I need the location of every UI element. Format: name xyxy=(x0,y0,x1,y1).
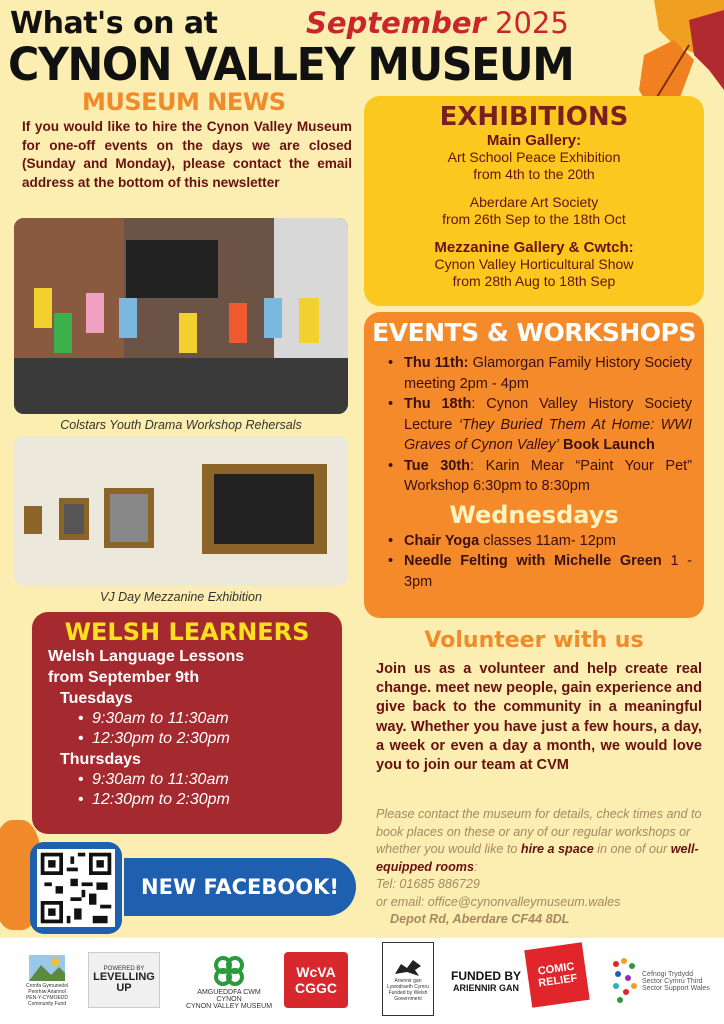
hire-space-text: hire a space xyxy=(520,842,594,856)
exhibition-3-name: Cynon Valley Horticultural Show xyxy=(434,256,634,272)
contact-post-text: : xyxy=(473,859,478,874)
welsh-subtitle-2: from September 9th xyxy=(48,669,200,686)
tuesdays-heading: Tuesdays xyxy=(60,690,133,707)
exhibition-1-dates: from 4th to the 20th xyxy=(473,166,595,182)
header-month xyxy=(306,6,569,40)
dots-icon xyxy=(608,956,642,1006)
welsh-learners-title: WELSH LEARNERS xyxy=(64,618,310,646)
museum-address: Depot Rd, Aberdare CF44 8DL xyxy=(390,912,570,926)
museum-news-title: MUSEUM NEWS xyxy=(82,88,286,116)
logo7-text: COMIC RELIEF xyxy=(537,960,579,990)
event-3-day: Tue 30th xyxy=(404,457,471,474)
list-item: • 12:30pm to 2:30pm xyxy=(92,790,342,810)
pen-y-cymoedd-logo xyxy=(22,946,72,1016)
museum-news-body: If you would like to hire the Cynon Valley Museum for one-off events on the days we are closed (Sunday and Monday), please contact the email address at the bottom of this newsletter xyxy=(22,119,352,190)
list-item: • 9:30am to 11:30am xyxy=(92,709,342,729)
header-museum-name: CYNON VALLEY MUSEUM xyxy=(8,38,574,91)
logo1-text: Cronfa Gymunedol Penrhiw Ariannol PEN-Y-CYMOEDD Community Fund xyxy=(25,983,69,1007)
welsh-learners-panel xyxy=(32,612,342,834)
contact-text: Please contact the museum for details, check times and to book places on these or any of our regular workshops or whether you would like to xyxy=(376,807,702,856)
list-item xyxy=(386,353,692,394)
header-whats-on: What's on at xyxy=(10,6,218,41)
vj-day-exhibition-photo xyxy=(14,436,348,586)
event-2-lecture-title: ‘They Buried Them At Home: WWI Graves of Cynon Valley’ xyxy=(404,416,692,453)
celtic-knot-icon xyxy=(211,953,247,989)
exhibition-2-dates: from 26th Sep to the 18th Oct xyxy=(442,211,626,227)
sponsor-footer xyxy=(0,938,724,1024)
landscape-icon xyxy=(29,955,65,981)
header-month-name: September xyxy=(306,6,486,40)
header-year: 2025 xyxy=(495,6,569,40)
logo6-b: ARIENNIR GAN xyxy=(452,983,519,993)
third-sector-support-logo xyxy=(604,946,716,1016)
logo2-big: LEVELLING UP xyxy=(93,971,155,994)
vj-photo-caption: VJ Day Mezzanine Exhibition xyxy=(100,590,262,604)
events-list xyxy=(386,353,692,497)
events-title: EVENTS & WORKSHOPS xyxy=(372,318,696,347)
mezzanine-heading: Mezzanine Gallery & Cwtch: xyxy=(434,239,634,256)
thursdays-heading: Thursdays xyxy=(60,751,141,768)
event-1-text: Glamorgan Family History Society meeting 2pm - 4pm xyxy=(404,355,692,392)
event-2-text: : Cynon Valley History Society Lecture xyxy=(404,396,692,433)
events-panel xyxy=(364,312,704,618)
exhibition-2-name: Aberdare Art Society xyxy=(469,194,599,210)
wednesday-list xyxy=(386,531,692,593)
contact-mid-text: in one of our xyxy=(593,842,671,856)
wcva-logo xyxy=(284,952,348,1008)
rooms-text: well-equipped rooms xyxy=(376,842,699,874)
list-item xyxy=(386,394,692,456)
tuesday-times xyxy=(92,709,342,749)
vj-photo-illustration xyxy=(14,436,348,586)
logo4-a: WcVA xyxy=(296,964,336,980)
exhibition-3-dates: from 28th Aug to 18th Sep xyxy=(452,273,616,289)
comic-relief-logo xyxy=(524,942,590,1008)
thursday-times xyxy=(92,770,342,810)
wed-1-name: Chair Yoga xyxy=(404,532,480,549)
phone-number: Tel: 01685 886729 xyxy=(376,877,480,891)
qr-code-frame[interactable] xyxy=(30,842,122,934)
comic-relief-funded-text xyxy=(444,946,528,1016)
drama-photo-caption: Colstars Youth Drama Workshop Rehersals xyxy=(60,418,302,432)
logo5-text: Ariennir gan Lywodraeth Cymru Funded by Welsh Government xyxy=(387,978,429,1002)
event-3-text: : Karin Mear “Paint Your Pet” Workshop 6:30pm to 8:30pm xyxy=(404,457,692,494)
logo3-english: CYNON VALLEY MUSEUM xyxy=(185,1002,273,1010)
dragon-icon xyxy=(393,956,423,978)
contact-info xyxy=(376,806,706,911)
exhibitions-panel xyxy=(364,96,704,306)
event-2-book-launch: Book Launch xyxy=(559,437,655,453)
wed-2-name: Needle Felting with Michelle Green xyxy=(404,553,662,569)
logo2-small: POWERED BY xyxy=(103,966,145,972)
logo3-welsh: AMGUEDDFA CWM CYNON xyxy=(197,988,261,1003)
email-address: or email: office@cynonvalleymuseum.wales xyxy=(376,894,621,909)
list-item xyxy=(386,551,692,592)
logo8-text: Cefnogi Trydydd Sector Cymru Third Sector Support Wales xyxy=(642,970,710,992)
event-2-day: Thu 18th xyxy=(404,396,472,412)
list-item: • 9:30am to 11:30am xyxy=(92,770,342,790)
logo6-a: FUNDED BY xyxy=(450,969,521,983)
wednesdays-heading: Wednesdays xyxy=(449,500,619,529)
list-item: • 12:30pm to 2:30pm xyxy=(92,729,342,749)
cvm-logo xyxy=(184,946,274,1016)
facebook-banner[interactable]: NEW FACEBOOK! xyxy=(124,858,356,916)
volunteer-body: Join us as a volunteer and help create real change. meet new people, gain experience and give back to the community in a meaningful way. Whether you have just a few hours, a day, a week or even a day a month, we would love you to join our team at CVM xyxy=(376,661,702,774)
welsh-government-logo xyxy=(382,942,434,1016)
wed-1-text: classes 11am- 12pm xyxy=(479,532,616,549)
levelling-up-logo xyxy=(88,952,160,1008)
exhibitions-title: EXHIBITIONS xyxy=(439,102,629,132)
welsh-subtitle-1: Welsh Language Lessons xyxy=(48,648,245,665)
drama-photo-illustration xyxy=(14,218,348,414)
volunteer-title: Volunteer with us xyxy=(424,628,644,653)
main-gallery-heading: Main Gallery: xyxy=(486,132,582,149)
list-item xyxy=(386,456,692,497)
drama-workshop-photo xyxy=(14,218,348,414)
qr-code-icon xyxy=(37,849,115,927)
logo4-b: CGGC xyxy=(295,980,337,996)
event-1-day: Thu 11th: xyxy=(404,355,469,371)
exhibition-1-name: Art School Peace Exhibition xyxy=(447,149,621,165)
list-item xyxy=(386,531,692,552)
wed-2-text: 1 - 3pm xyxy=(404,553,692,590)
